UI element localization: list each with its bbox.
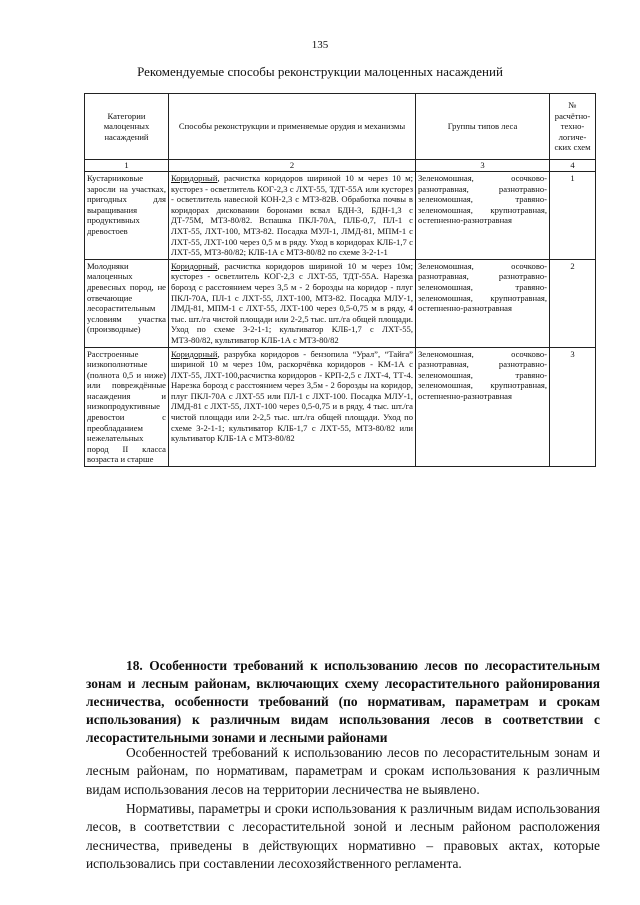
column-number: 4	[550, 160, 596, 172]
method-text: , расчистка коридоров шириной 10 м через 10 м; кусторез - осветлитель КОГ-2,3 с ЛХТ-55, ТДТ-55А или кусторез - осветлитель навесной КОН-2,3 с МТЗ-82В. Обработка почвы в коридорах дисковании боронами всвал БДН-3, БДН-1,3 с ДТ-75М, МТЗ-80/82. Вспашка ПКЛ-70А, ПЛБ-0,7, ПЛ-1 с ЛХТ-55, ЛХТ-100, МТЗ-82. Посадка МУЛ-1, ЛМД-81, МПМ-1 с ЛХТ-55, ЛХТ-100 через 0,5 м в ряду. Уход в коридорах КЛБ-1,7 с ЛХТ-55, МТЗ-80/82; КЛБ-1А с МТЗ-80/82 по схеме 3-2-1-1	[171, 173, 413, 258]
body-paragraph: Нормативы, параметры и сроки использования к различным видам использования лесов, в соответствии с лесорастительной зоной и лесным районом расположения лесничества, приведены в действующих нормативно – правовых актах, которые использовались при составлении лесохозяйственного регламента.	[86, 801, 600, 872]
category-cell: Расстроенные низкополнотные (полнота 0,5 и ниже) или повреждённые насаждения и низкопродуктивные древостои с преобладанием нежелательных пород II класса возраста и старше	[85, 347, 169, 467]
method-keyword: Коридорный	[171, 260, 218, 271]
header-category: Категории малоценных насаждений	[85, 94, 169, 160]
method-cell	[169, 347, 416, 467]
scheme-number-cell: 1	[550, 172, 596, 260]
column-number: 2	[169, 160, 416, 172]
column-number: 3	[416, 160, 550, 172]
table-row	[85, 347, 596, 467]
page-number: 135	[311, 39, 329, 51]
section-heading: 18. Особенности требований к использованию лесов по лесорастительным зонам и лесным районам, включающих схему лесорастительного районирования лесничества, особенности требований (по нормативам, параметрам и срокам использования) к различным видам использования лесов в соответствии с лесорастительными зонами и лесными районами	[86, 658, 600, 745]
table-row	[85, 172, 596, 260]
method-cell	[169, 259, 416, 347]
column-number: 1	[85, 160, 169, 172]
method-text: , расчистка коридоров шириной 10 м через 10м; кусторез - осветлитель КОГ-2,3 с ЛХТ-55, ТДТ-55А. Нарезка борозд с расстоянием через 3,5 м - 2 борозды на коридор - плуг ПКЛ-70А, ПЛ-1 с ЛХТ-55, ЛХТ-100, МТЗ-82. Посадка МЛУ-1, ЛМД-81, МПМ-1 с ЛХТ-55, ЛХТ-100 через 0,5-0,75 м в ряду, 4 тыс. шт./га чистой площади или 2-2,5 тыс. шт./га общей площади. Уход по схеме 3-2-1-1; культиватор КЛБ-1,7 с ЛХТ-55, МТЗ-80/82, культиватор КЛБ-1А с МТЗ-80/82	[171, 260, 413, 345]
body-paragraph: Особенностей требований к использованию лесов по лесорастительным зонам и лесным районам, по нормативам, параметрам и срокам использования к различным видам использования лесов на территории лесничества не выявлено.	[86, 745, 600, 797]
method-keyword: Коридорный	[171, 348, 218, 359]
table-title: Рекомендуемые способы реконструкции малоценных насаждений	[137, 64, 503, 79]
method-cell	[169, 172, 416, 260]
forest-groups-cell: Зеленомошная, осочково-разнотравная, разнотравно-зеленомошная, травяно-зеленомошная, крупнотравная, остепненно-разнотравная	[416, 259, 550, 347]
header-scheme-number: № расчётно-техно-логиче-ских схем	[550, 94, 596, 160]
category-cell: Молодняки малоценных древесных пород, не отвечающие лесорастительным условиям участка (производные)	[85, 259, 169, 347]
method-keyword: Коридорный	[171, 173, 218, 183]
scheme-number-cell: 3	[550, 347, 596, 467]
reconstruction-methods-table	[84, 93, 596, 467]
category-cell: Кустарниковые заросли на участках, пригодных для выращивания продуктивных древостоев	[85, 172, 169, 260]
forest-groups-cell: Зеленомошная, осочково-разнотравная, разнотравно-зеленомошная, травяно-зеленомошная, крупнотравная, остепненно-разнотравная	[416, 347, 550, 467]
header-forest-groups: Группы типов леса	[416, 94, 550, 160]
forest-groups-cell: Зеленомошная, осочково-разнотравная, разнотравно-зеленомошная, травяно-зеленомошная, крупнотравная, остепненно-разнотравная	[416, 172, 550, 260]
method-text: , разрубка коридоров - бензопила “Урал”, “Тайга” шириной 10 м через 10м, раскорчёвка коридоров - КМ-1А с ЛХТ-55, ЛХТ-100,расчистка коридоров - КРП-2,5 с ЛХТ-4, ТТ-4. Нарезка борозд с расстоянием через 3,5м - 2 борозды на коридор, плуг ПКЛ-70А с ЛХТ-55 или ПЛ-1 с ЛХТ-100. Посадка МЛУ-1, ЛМД-81 с ЛХТ-55, ЛХТ-100 через 0,5-0,75 и в ряду, 4 тыс. шт./га чистой площади или 2-2,5 тыс. шт./га общей площади. Уход по схеме 3-2-1-1; культиватор КЛБ-1,7 с ЛХТ-55, МТЗ-80/82 или культиватор КЛБ-1А с МТЗ-80/82	[171, 348, 413, 444]
header-method: Способы реконструкции и применяемые орудия и механизмы	[169, 94, 416, 160]
scheme-number-cell: 2	[550, 259, 596, 347]
column-number-row	[85, 160, 596, 172]
table-row	[85, 259, 596, 347]
